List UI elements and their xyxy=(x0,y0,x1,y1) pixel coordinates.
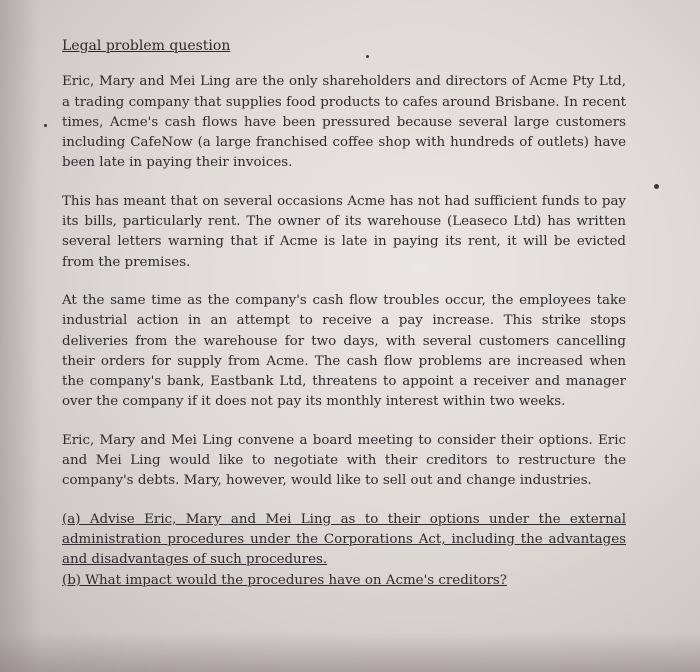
paragraph-rent: This has meant that on several occasions Acme has not had sufficient funds to pay its bills, particularly rent. The owner of its warehouse (Leaseco Ltd) has written several letters warning that if Acme is late in paying its rent, it will be evicted from the premises. xyxy=(62,193,626,270)
paragraph-board-meeting: Eric, Mary and Mei Ling convene a board meeting to consider their options. Eric and Mei Ling would like to negotiate with their creditors to restructure the company's debts. Mary, however, would like to sell out and change industries. xyxy=(62,432,626,489)
paragraph-strike: At the same time as the company's cash flow troubles occur, the employees take industrial action in an attempt to receive a pay increase. This strike stops deliveries from the warehouse for two days, with several customers cancelling their orders for supply from Acme. The cash flow problems are increased when the company's bank, Eastbank Ltd, threatens to appoint a receiver and manager over the company if it does not pay its monthly interest within two weeks. xyxy=(62,292,626,410)
speck-mark xyxy=(654,184,659,189)
speck-mark xyxy=(44,124,47,127)
page-shadow-bottom xyxy=(0,632,700,672)
document-title: Legal problem question xyxy=(62,38,231,54)
paragraph-background: Eric, Mary and Mei Ling are the only shareholders and directors of Acme Pty Ltd, a trading company that supplies food products to cafes around Brisbane. In recent times, Acme's cash flows have been pressured because several large customers including CafeNow (a large franchised coffee shop with hundreds of outlets) have been late in paying their invoices. xyxy=(62,74,626,171)
page-shadow-left xyxy=(0,0,40,672)
problem-text xyxy=(62,36,626,591)
question-a: (a) Advise Eric, Mary and Mei Ling as to their options under the external administration procedures under the Corporations Act, including the advantages and disadvantages of such procedures. xyxy=(62,511,626,568)
question-b: (b) What impact would the procedures have on Acme's creditors? xyxy=(62,572,507,588)
